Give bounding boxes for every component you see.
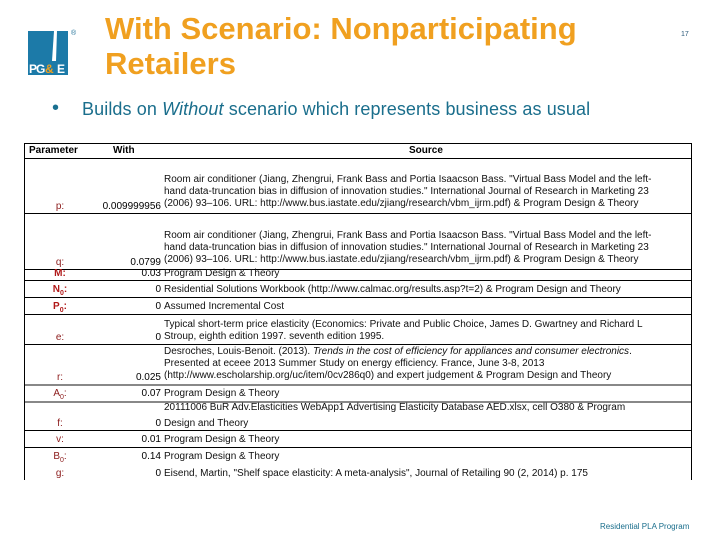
param-source: Residential Solutions Workbook (http://www.calmac.org/results.asp?t=2) & Program Design and Theory [164, 284, 621, 295]
table-row [25, 448, 691, 464]
registered-mark: ® [71, 30, 77, 37]
param-source [164, 230, 684, 266]
param-source: Program Design & Theory [164, 388, 280, 399]
source-line: hand data-truncation bias in diffusion of innovation studies." International Journal of Research in Marketing 23 [164, 242, 649, 253]
param-subscript: 0 [59, 394, 64, 401]
param-name: $A_0$: [53, 388, 67, 401]
source-line: Desroches, Louis-Benoit. (2013). Trends in the cost of efficiency for appliances and consumer electronics. [164, 346, 632, 357]
bullet-emphasis: Without [162, 99, 224, 119]
param-source: Eisend, Martin, "Shelf space elasticity: A meta-analysis", Journal of Retailing 90 (2, 2014) p. 175 [164, 468, 588, 479]
param-subscript: 0 [59, 290, 64, 297]
bullet-prefix: Builds on [82, 99, 163, 119]
param-value: 0.07 [141, 388, 161, 399]
param-source [164, 319, 684, 343]
param-name: q: [55, 257, 65, 268]
param-value: 0.01 [141, 434, 161, 445]
source-line: 20111006 BuR Adv.Elasticities WebApp1 Advertising Elasticity Database AED.xlsx, cell O380 & Program [164, 402, 626, 413]
param-name: M: [54, 268, 66, 279]
param-source [164, 346, 684, 382]
source-line: (http://www.escholarship.org/uc/item/0cv286q0) and expert judgement & Program Design and Theory [164, 370, 612, 381]
param-name: $N_0$: [52, 284, 68, 297]
svg-text:E: E [57, 62, 66, 75]
param-subscript: 0 [59, 457, 64, 464]
param-value: 0.0799 [130, 257, 161, 268]
param-subscript: 0 [59, 307, 64, 314]
svg-text:PG: PG [29, 62, 45, 75]
pge-logo-icon [28, 31, 68, 75]
param-source [164, 402, 684, 430]
param-symbol: N [52, 284, 60, 295]
param-symbol: A [53, 388, 60, 399]
table-row [25, 403, 691, 431]
param-name: e: [55, 332, 65, 343]
source-line: Typical short-term price elasticity (Economics: Private and Public Choice, James D. Gwartney and Richard L [164, 319, 643, 330]
bullet-suffix: scenario which represents business as usual [223, 99, 591, 119]
table-row [25, 281, 691, 298]
param-value: 0 [155, 418, 161, 429]
slide-number: 17 [681, 31, 689, 38]
param-name: v: [56, 434, 64, 445]
table-row [25, 270, 691, 281]
table-row [25, 431, 691, 448]
table-row [25, 345, 691, 386]
parameter-table [24, 143, 692, 480]
footer-text: Residential PLA Program [600, 522, 690, 531]
param-name: p: [55, 201, 65, 212]
column-header-parameter: Parameter [29, 145, 78, 156]
source-line: (2006) 93–106. URL: http://www.bus.iastate.edu/zjiang/research/vbm_ijrm.pdf) & Program Design & Theory [164, 254, 639, 265]
param-name: $P_0$: [53, 301, 67, 314]
param-source: Assumed Incremental Cost [164, 301, 285, 312]
param-value: 0 [155, 284, 161, 295]
param-value: 0.025 [135, 372, 161, 383]
param-source: Program Design & Theory [164, 434, 280, 445]
param-name: r: [56, 372, 64, 383]
table-row [25, 214, 691, 270]
source-title: Trends in the cost of efficiency for appliances and consumer electronics [312, 346, 630, 357]
table-row [25, 465, 691, 480]
table-row [25, 298, 691, 315]
param-value: 0.14 [141, 451, 161, 462]
param-name: g: [55, 468, 65, 479]
param-name: $B_0$: [53, 451, 67, 464]
svg-text:&: & [45, 62, 54, 75]
source-line: Design and Theory [164, 418, 249, 429]
param-symbol: P [53, 301, 60, 312]
table-header [25, 143, 691, 159]
table-row [25, 315, 691, 345]
table-row [25, 158, 691, 214]
source-line: Presented at eceee 2013 Summer Study on energy efficiency. France, June 3-8, 2013 [164, 358, 545, 369]
column-header-with: With [113, 145, 135, 156]
param-value: 0 [155, 301, 161, 312]
source-line: (2006) 93–106. URL: http://www.bus.iastate.edu/zjiang/research/vbm_ijrm.pdf) & Program Design & Theory [164, 198, 639, 209]
param-source: Program Design & Theory [164, 268, 280, 279]
bullet-icon: • [52, 97, 60, 119]
param-value: 0.03 [141, 268, 161, 279]
source-line: Stroup, eighth edition 1997. seventh edition 1995. [164, 331, 385, 342]
param-name: f: [57, 418, 63, 429]
source-line: Room air conditioner (Jiang, Zhengrui, Frank Bass and Portia Isaacson Bass. "Virtual Bass Model and the left- [164, 174, 652, 185]
bullet-text [82, 99, 590, 120]
slide-title: With Scenario: Nonparticipating Retailers [105, 11, 577, 81]
table-row [25, 386, 691, 403]
column-header-source: Source [409, 145, 443, 156]
param-source: Program Design & Theory [164, 451, 280, 462]
param-value: 0 [155, 468, 161, 479]
pge-logo [28, 31, 68, 75]
param-value: 0 [155, 332, 161, 343]
source-line: hand data-truncation bias in diffusion of innovation studies." International Journal of Research in Marketing 23 [164, 186, 649, 197]
param-value: 0.009999956 [102, 201, 161, 212]
param-source [164, 174, 684, 210]
source-author: Desroches, Louis-Benoit. (2013). [164, 346, 313, 357]
source-line: Room air conditioner (Jiang, Zhengrui, Frank Bass and Portia Isaacson Bass. "Virtual Bass Model and the left- [164, 230, 652, 241]
param-symbol: B [53, 451, 60, 462]
